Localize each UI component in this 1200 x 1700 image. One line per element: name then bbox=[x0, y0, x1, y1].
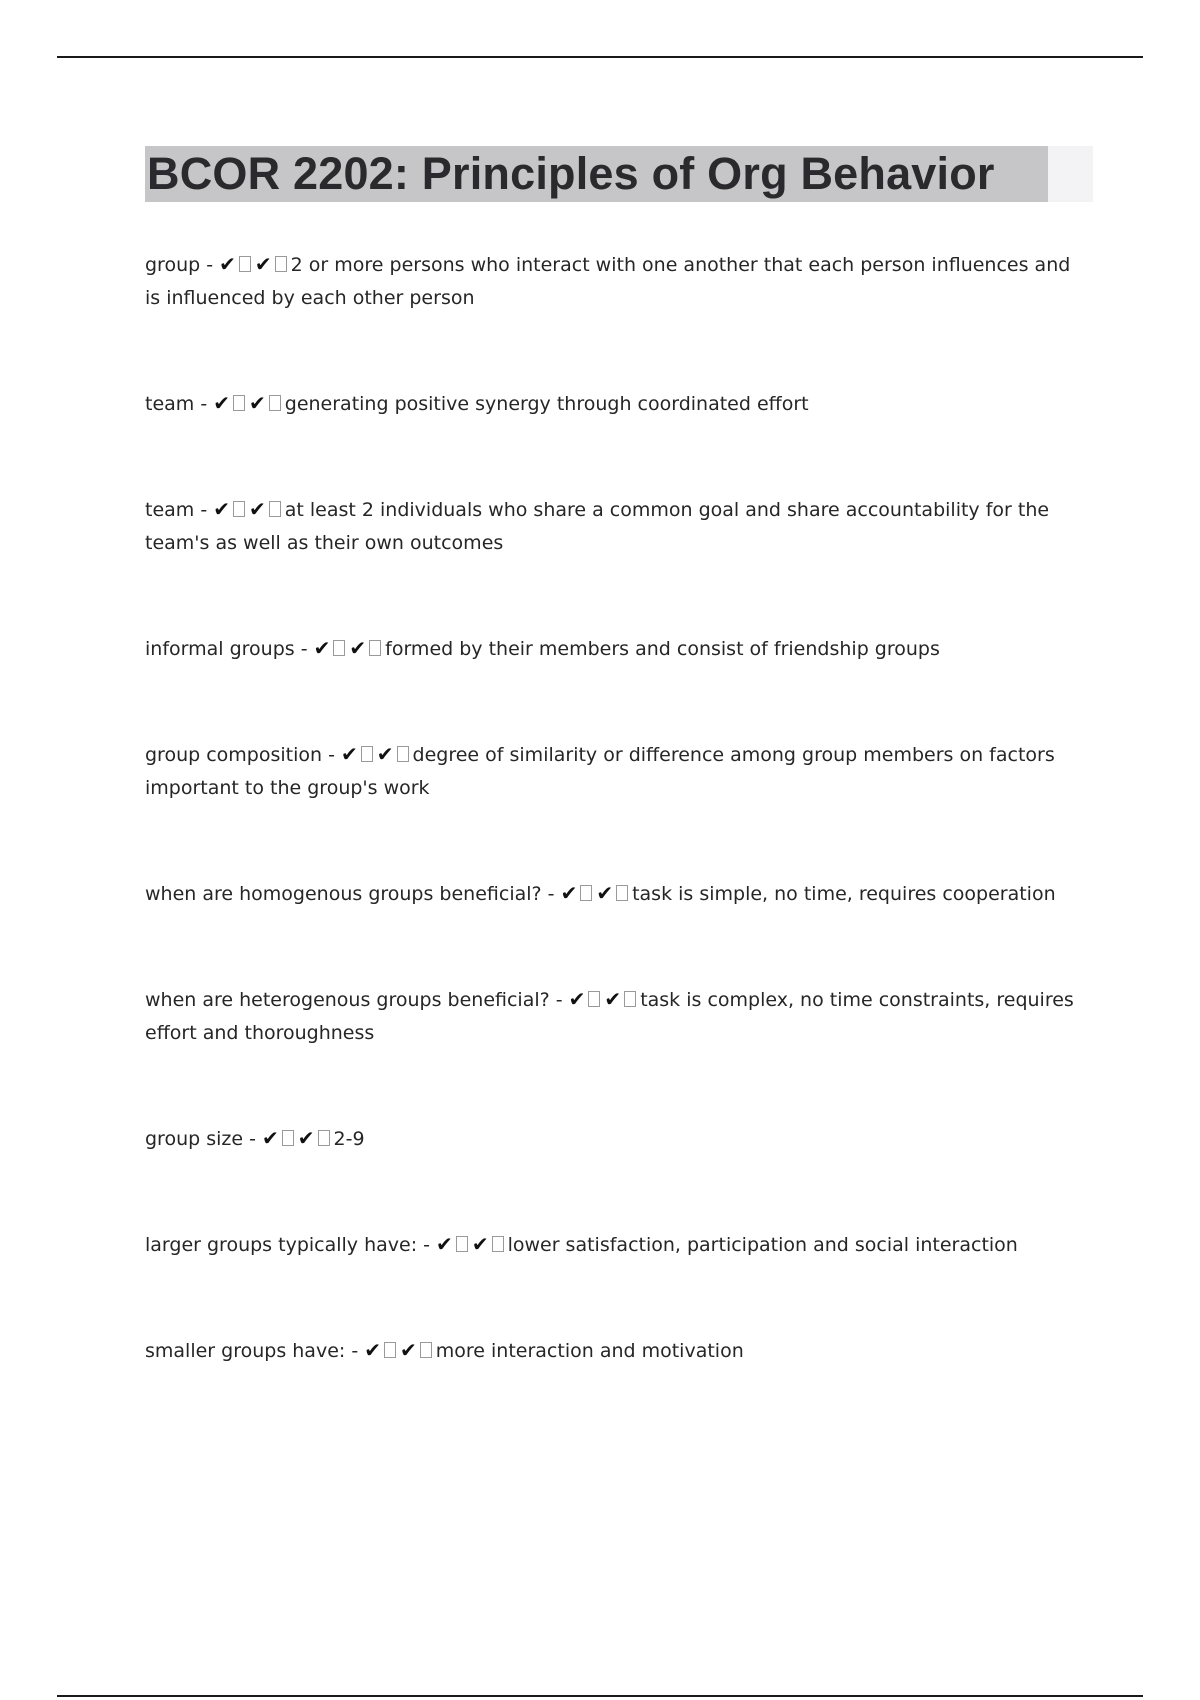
list-item: team - ✔ ✔ at least 2 individuals who share a common goal and share accountability for the team's as well as their own outcomes bbox=[145, 497, 1050, 554]
check-icon: ✔ bbox=[560, 881, 578, 905]
check-icon: ✔ bbox=[349, 636, 367, 660]
entry-term: larger groups typically have: bbox=[145, 1234, 418, 1256]
entry-definition: generating positive synergy through coordinated effort bbox=[284, 393, 809, 415]
box-icon bbox=[233, 395, 245, 411]
box-icon bbox=[233, 501, 245, 517]
box-icon bbox=[420, 1342, 432, 1358]
entry-definition: 2 or more persons who interact with one another that each person influences and is influenced by each other person bbox=[145, 254, 1071, 309]
box-icon bbox=[239, 256, 251, 272]
entry-term: group bbox=[145, 254, 201, 276]
entry-term: when are homogenous groups beneficial? bbox=[145, 883, 542, 905]
list-item: team - ✔ ✔ generating positive synergy through coordinated effort bbox=[145, 391, 809, 415]
check-icon: ✔ bbox=[213, 391, 230, 415]
entry-definition: task is simple, no time, requires cooperation bbox=[632, 883, 1056, 905]
check-icon: ✔ bbox=[297, 1126, 315, 1150]
check-icon: ✔ bbox=[400, 1338, 417, 1362]
list-item: group - ✔ ✔ 2 or more persons who interact with one another that each person influences and is influenced by each other person bbox=[145, 252, 1071, 309]
check-icon: ✔ bbox=[364, 1338, 381, 1362]
entry-term: group size bbox=[145, 1128, 244, 1150]
box-icon bbox=[456, 1236, 468, 1252]
entry-term: team bbox=[145, 499, 195, 521]
bottom-rule bbox=[57, 1695, 1143, 1697]
check-icon: ✔ bbox=[568, 987, 586, 1011]
check-icon: ✔ bbox=[341, 742, 358, 766]
box-icon bbox=[397, 746, 409, 762]
entry-term: smaller groups have: bbox=[145, 1340, 346, 1362]
check-icon: ✔ bbox=[213, 497, 230, 521]
entry-term: group composition bbox=[145, 744, 323, 766]
box-icon bbox=[269, 395, 281, 411]
box-icon bbox=[616, 885, 628, 901]
box-icon bbox=[269, 501, 281, 517]
list-item: informal groups - ✔ ✔ formed by their members and consist of friendship groups bbox=[145, 636, 940, 660]
entry-definition: task is complex, no time constraints, requires effort and thoroughness bbox=[145, 989, 1074, 1044]
entry-term: informal groups bbox=[145, 638, 295, 660]
entry-term: team bbox=[145, 393, 195, 415]
entry-definition: lower satisfaction, participation and social interaction bbox=[507, 1234, 1018, 1256]
box-icon bbox=[275, 256, 287, 272]
box-icon bbox=[580, 885, 592, 901]
check-icon: ✔ bbox=[249, 391, 266, 415]
list-item: group composition - ✔ ✔ degree of similarity or difference among group members on factors important to the group's work bbox=[145, 742, 1055, 799]
box-icon bbox=[624, 991, 636, 1007]
check-icon: ✔ bbox=[249, 497, 266, 521]
box-icon bbox=[369, 640, 381, 656]
box-icon bbox=[361, 746, 373, 762]
list-item: group size - ✔ ✔ 2-9 bbox=[145, 1126, 365, 1150]
box-icon bbox=[282, 1130, 294, 1146]
box-icon bbox=[384, 1342, 396, 1358]
entry-definition: formed by their members and consist of friendship groups bbox=[385, 638, 940, 660]
check-icon: ✔ bbox=[596, 881, 614, 905]
list-item: when are heterogenous groups beneficial? - ✔ ✔ task is complex, no time constraints, requires effort and thoroughness bbox=[145, 987, 1074, 1044]
entry-definition: degree of similarity or difference among group members on factors important to the group's work bbox=[145, 744, 1055, 799]
list-item: smaller groups have: - ✔ ✔ more interaction and motivation bbox=[145, 1338, 744, 1362]
list-item: when are homogenous groups beneficial? - ✔ ✔ task is simple, no time, requires cooperation bbox=[145, 881, 1056, 905]
title-banner bbox=[145, 146, 1093, 202]
check-icon: ✔ bbox=[254, 252, 272, 276]
check-icon: ✔ bbox=[604, 987, 622, 1011]
box-icon bbox=[318, 1130, 330, 1146]
flashcard-list bbox=[145, 248, 1080, 1368]
box-icon bbox=[588, 991, 600, 1007]
check-icon: ✔ bbox=[376, 742, 394, 766]
check-icon: ✔ bbox=[471, 1232, 489, 1256]
check-icon: ✔ bbox=[436, 1232, 453, 1256]
entry-definition: at least 2 individuals who share a common goal and share accountability for the team's as well as their own outcomes bbox=[145, 499, 1050, 554]
check-icon: ✔ bbox=[262, 1126, 279, 1150]
check-icon: ✔ bbox=[313, 636, 331, 660]
top-rule bbox=[57, 56, 1143, 58]
entry-term: when are heterogenous groups beneficial? bbox=[145, 989, 550, 1011]
box-icon bbox=[492, 1236, 504, 1252]
entry-definition: more interaction and motivation bbox=[435, 1340, 744, 1362]
box-icon bbox=[333, 640, 345, 656]
list-item: larger groups typically have: - ✔ ✔ lower satisfaction, participation and social interaction bbox=[145, 1232, 1018, 1256]
check-icon: ✔ bbox=[219, 252, 236, 276]
page-title: BCOR 2202: Principles of Org Behavior bbox=[147, 148, 995, 199]
entry-definition: 2-9 bbox=[333, 1128, 365, 1150]
